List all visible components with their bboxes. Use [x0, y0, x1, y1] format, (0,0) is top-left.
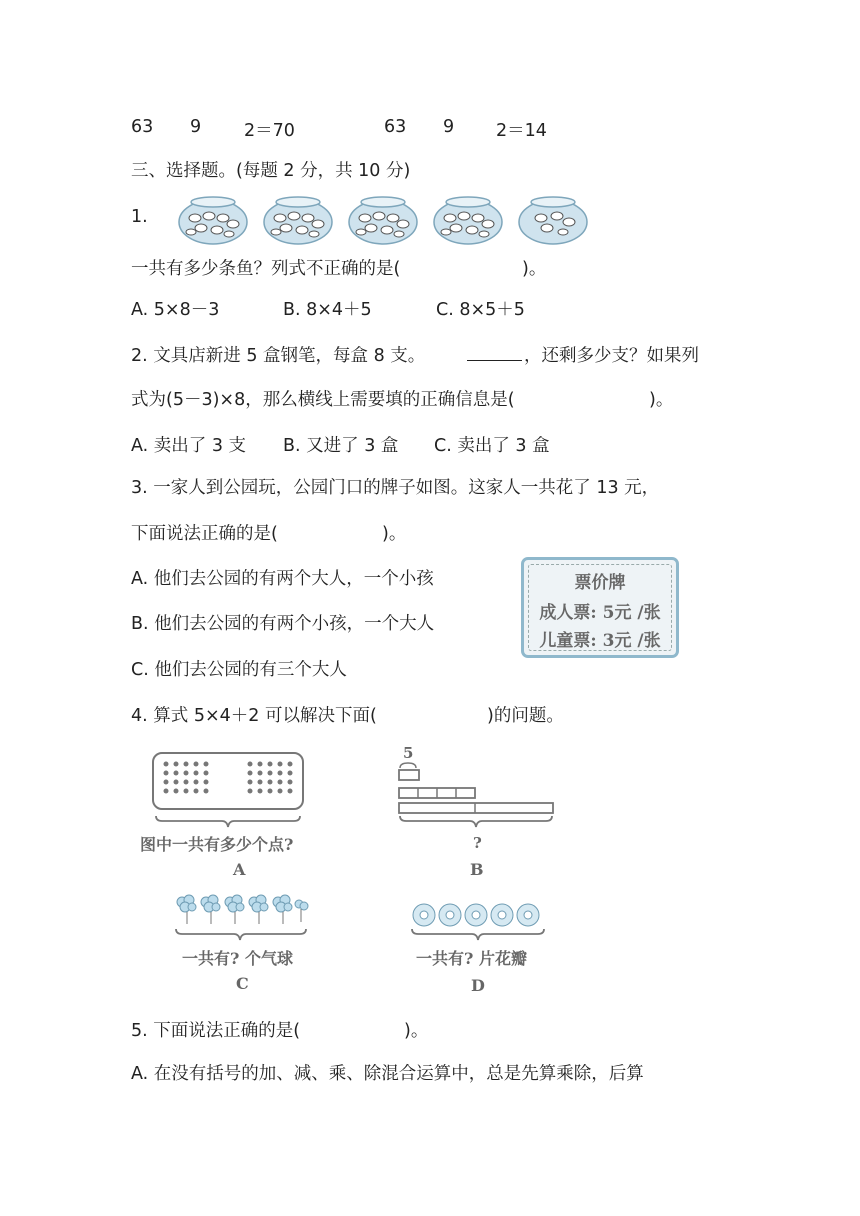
q3-line1: 3. 一家人到公园玩，公园门口的牌子如图。这家人一共花了 13 元，: [131, 478, 660, 498]
q2-option-c[interactable]: C. 卖出了 3 盒: [434, 436, 550, 456]
q1-option-b[interactable]: B. 8×4＋5: [283, 300, 372, 320]
sign-adult-price: 成人票: 5元 /张: [539, 603, 661, 623]
top-row-right-1: 63: [384, 117, 407, 137]
figure-d-letter: D: [471, 976, 485, 995]
q5-option-a[interactable]: A. 在没有括号的加、减、乘、除混合运算中，总是先算乘除，后算: [131, 1064, 644, 1084]
balloons-figure: [172, 892, 310, 942]
q4-tail: )的问题。: [487, 706, 564, 726]
top-row-right-2: 9: [443, 117, 455, 137]
top-row-right-3: 2＝14: [496, 121, 547, 141]
ticket-price-sign: [521, 557, 679, 658]
fish-bowl-icon: [262, 194, 334, 246]
q2-line1-part1: 2. 文具店新进 5 盒钢笔，每盒 8 支。: [131, 346, 426, 366]
sign-title: 票价牌: [574, 573, 626, 593]
fish-bowl-icon: [432, 194, 504, 246]
q1-tail: )。: [522, 259, 547, 279]
top-row-left-2: 9: [190, 117, 202, 137]
q5-tail: )。: [404, 1021, 429, 1041]
q2-line1-part2: ，还剩多少支？如果列: [524, 346, 699, 366]
fish-bowl-icon: [347, 194, 419, 246]
figure-b-caption: ?: [473, 834, 482, 852]
q3-option-a[interactable]: A. 他们去公园的有两个大人，一个小孩: [131, 569, 434, 589]
q3-option-c[interactable]: C. 他们去公园的有三个大人: [131, 660, 347, 680]
section3-title: 三、选择题。(每题 2 分，共 10 分): [131, 161, 411, 181]
figure-d-caption: 一共有? 片花瓣: [416, 949, 527, 968]
figure-b-top-number: 5: [403, 744, 414, 762]
figure-a-caption: 图中一共有多少个点?: [140, 835, 294, 854]
q4-text: 4. 算式 5×4＋2 可以解决下面(: [131, 706, 377, 726]
fish-bowl-icon: [177, 194, 249, 246]
dot-array-figure: [150, 750, 306, 832]
q3-tail: )。: [382, 524, 407, 544]
q5-text: 5. 下面说法正确的是(: [131, 1021, 301, 1041]
q2-tail: )。: [649, 390, 674, 410]
q1-option-a[interactable]: A. 5×8－3: [131, 300, 220, 320]
top-row-left-3: 2＝70: [244, 121, 295, 141]
q2-option-a[interactable]: A. 卖出了 3 支: [131, 436, 247, 456]
figure-a-letter: A: [233, 860, 246, 879]
fish-bowl-icon: [517, 194, 589, 246]
top-row-left-1: 63: [131, 117, 154, 137]
figure-c-caption: 一共有? 个气球: [182, 949, 293, 968]
q2-line2: 式为(5－3)×8，那么横线上需要填的正确信息是(: [131, 390, 515, 410]
q1-text: 一共有多少条鱼？列式不正确的是(: [131, 259, 401, 279]
figure-b-letter: B: [470, 860, 484, 879]
q3-line2: 下面说法正确的是(: [131, 524, 278, 544]
q2-option-b[interactable]: B. 又进了 3 盒: [283, 436, 399, 456]
sign-child-price: 儿童票: 3元 /张: [539, 631, 661, 651]
q1-option-c[interactable]: C. 8×5＋5: [436, 300, 525, 320]
segment-bar-figure: [396, 760, 558, 834]
flowers-figure: [408, 900, 550, 944]
q2-blank-line: [467, 360, 522, 361]
figure-c-letter: C: [236, 974, 249, 993]
q1-number: 1.: [131, 207, 148, 227]
q3-option-b[interactable]: B. 他们去公园的有两个小孩，一个大人: [131, 614, 435, 634]
